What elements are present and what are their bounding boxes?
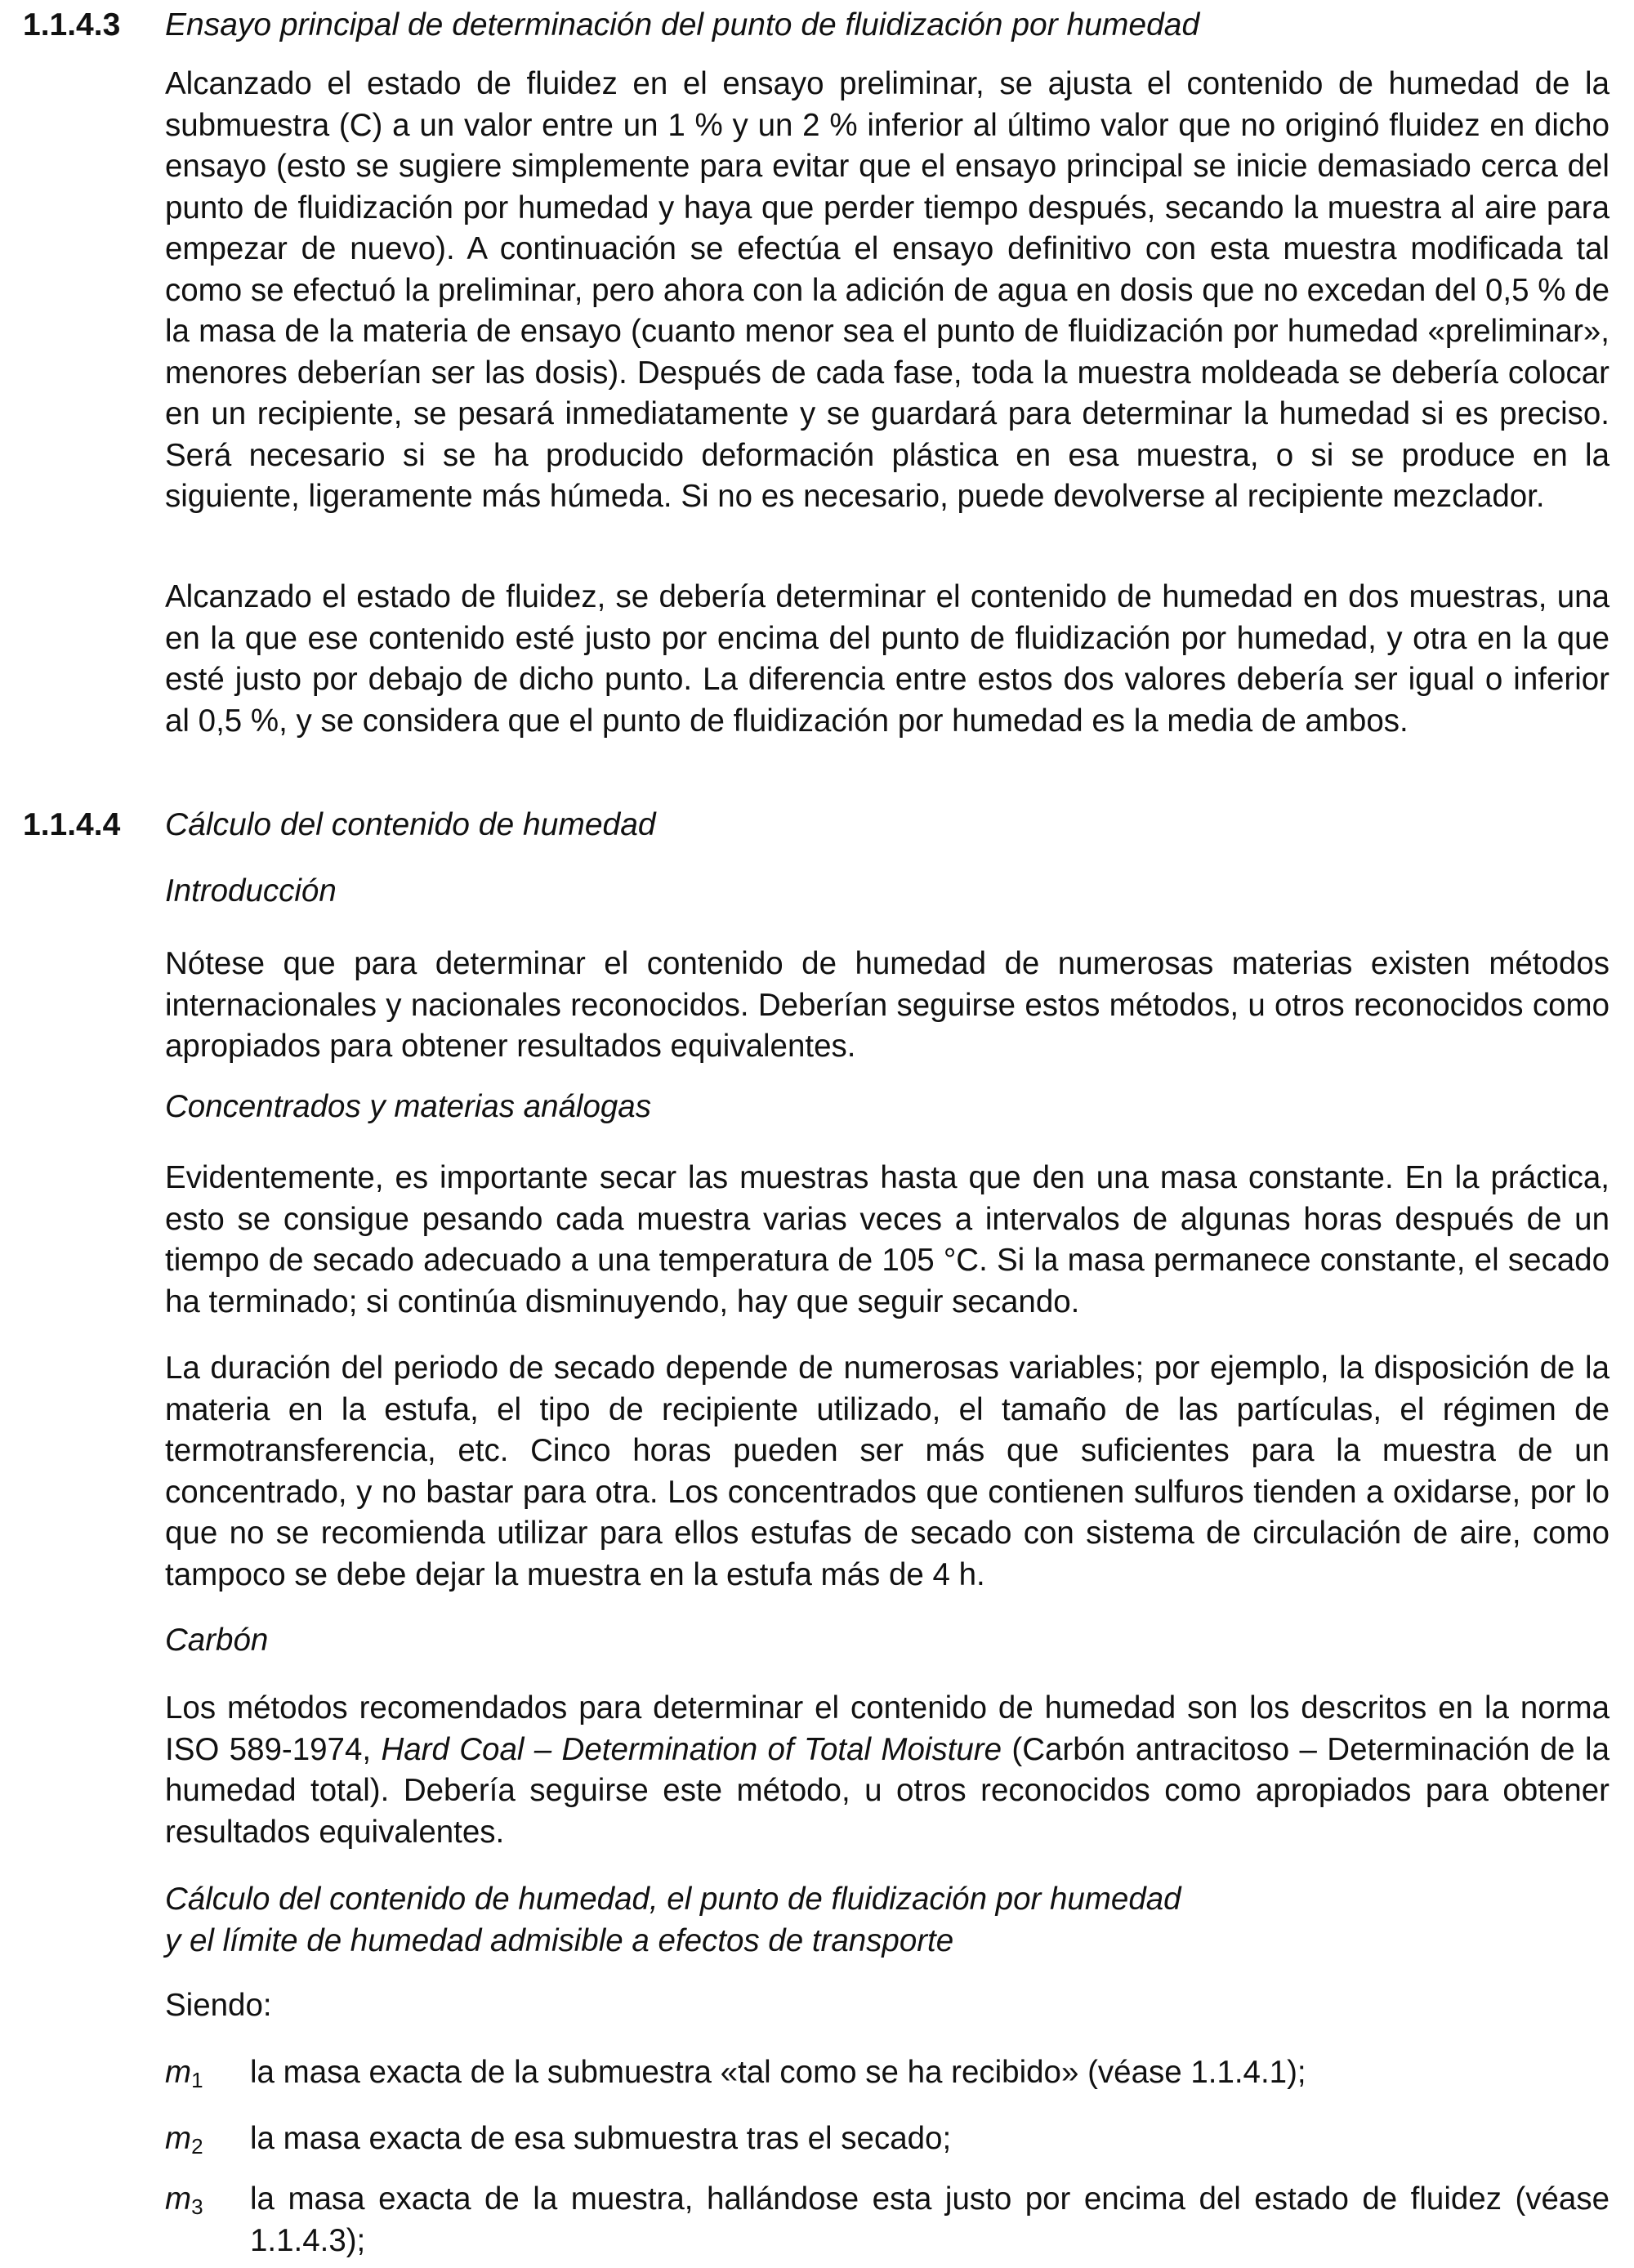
section-heading-1-1-4-3 xyxy=(23,5,1199,46)
section-number: 1.1.4.4 xyxy=(23,807,121,842)
subheading-line: y el límite de humedad admisible a efectos de transporte xyxy=(165,1922,954,1958)
paragraph: Alcanzado el estado de fluidez, se debería determinar el contenido de humedad en dos muestras, una en la que ese contenido esté justo por encima del punto de fluidización por humedad, y otra en la que esté justo por debajo de dicho punto. La diferencia entre estos dos valores debería ser igual o inferior al 0,5 %, y se considera que el punto de fluidización por humedad es la media de ambos. xyxy=(165,579,1609,739)
variable-row-m3 xyxy=(165,2179,1609,2261)
variable-row-m2 xyxy=(165,2118,1609,2168)
paragraph: Alcanzado el estado de fluidez en el ensayo preliminar, se ajusta el contenido de humedad de la submuestra (C) a un valor entre un 1 % y un 2 % inferior al último valor que no originó fluidez en dicho ensayo (esto se sugiere simplemente para evitar que el ensayo principal se inicie demasiado cerca del punto de fluidización por humedad y haya que perder tiempo después, secando la muestra al aire para empezar de nuevo). A continuación se efectúa el ensayo definitivo con esta muestra modificada tal como se efectuó la preliminar, pero ahora con la adición de agua en dosis que no excedan del 0,5 % de la masa de la materia de ensayo (cuanto menor sea el punto de fluidización por humedad «preliminar», menores deberían ser las dosis). Después de cada fase, toda la muestra moldeada se debería colocar en un recipiente, se pesará inmediatamente y se guardará para determinar la humedad si es preciso. Será necesario si se ha producido deformación plástica en esa muestra, o si se produce en la siguiente, ligeramente más húmeda. Si no es necesario, puede devolverse al recipiente mezclador. xyxy=(165,66,1609,514)
variable-symbol: $m_1$ xyxy=(165,2055,203,2092)
variable-definition: la masa exacta de la muestra, hallándose esta justo por encima del estado de fluidez (véase 1.1.4.3); xyxy=(250,2181,1609,2258)
paragraph: Evidentemente, es importante secar las muestras hasta que den una masa constante. En la práctica, esto se consigue pesando cada muestra varias veces a intervalos de algunas horas después de un tiempo de secado adecuado a una temperatura de 105 °C. Si la masa permanece constante, el secado ha terminado; si continúa disminuyendo, hay que seguir secando. xyxy=(165,1160,1609,1319)
section-number: 1.1.4.3 xyxy=(23,7,121,42)
paragraph-coal xyxy=(165,1688,1609,1853)
section-heading-1-1-4-4 xyxy=(23,805,656,846)
siendo-label: Siendo: xyxy=(165,1988,272,2023)
standard-title: Hard Coal – Determination of Total Moisture xyxy=(381,1731,1002,1767)
variable-symbol: $m_3$ xyxy=(165,2181,203,2219)
text: Los métodos recomendados para determinar el contenido de humedad son los descritos en la norma ISO 589-1974, xyxy=(165,1690,1609,1767)
section-title: Ensayo principal de determinación del punto de fluidización por humedad xyxy=(165,7,1200,42)
variable-symbol: $m_2$ xyxy=(165,2121,203,2159)
variable-row-m1 xyxy=(165,2052,1609,2101)
variable-definition: la masa exacta de la submuestra «tal como se ha recibido» (véase 1.1.4.1); xyxy=(250,2055,1306,2090)
subheading-introduction: Introducción xyxy=(165,873,337,909)
subheading-calculation xyxy=(165,1879,1181,1962)
variable-definition: la masa exacta de esa submuestra tras el secado; xyxy=(250,2121,952,2156)
subheading-concentrates: Concentrados y materias análogas xyxy=(165,1089,651,1124)
section-title: Cálculo del contenido de humedad xyxy=(165,807,656,842)
subheading-coal: Carbón xyxy=(165,1623,269,1658)
text: (Carbón antracitoso – Determinación de la humedad total). Debería seguirse este método, u otros reconocidos como apropiados para obtener resultados equivalentes. xyxy=(165,1731,1609,1850)
subheading-line: Cálculo del contenido de humedad, el punto de fluidización por humedad xyxy=(165,1882,1181,1917)
paragraph: La duración del periodo de secado depende de numerosas variables; por ejemplo, la disposición de la materia en la estufa, el tipo de recipiente utilizado, el tamaño de las partículas, el régimen de termotransferencia, etc. Cinco horas pueden ser más que suficientes para la muestra de un concentrado, y no bastar para otra. Los concentrados que contienen sulfuros tienden a oxidarse, por lo que no se recomienda utilizar para ellos estufas de secado con sistema de circulación de aire, como tampoco se debe dejar la muestra en la estufa más de 4 h. xyxy=(165,1351,1609,1592)
paragraph: Nótese que para determinar el contenido de humedad de numerosas materias existen métodos internacionales y nacionales reconocidos. Deberían seguirse estos métodos, u otros reconocidos como apropiados para obtener resultados equivalentes. xyxy=(165,946,1609,1064)
